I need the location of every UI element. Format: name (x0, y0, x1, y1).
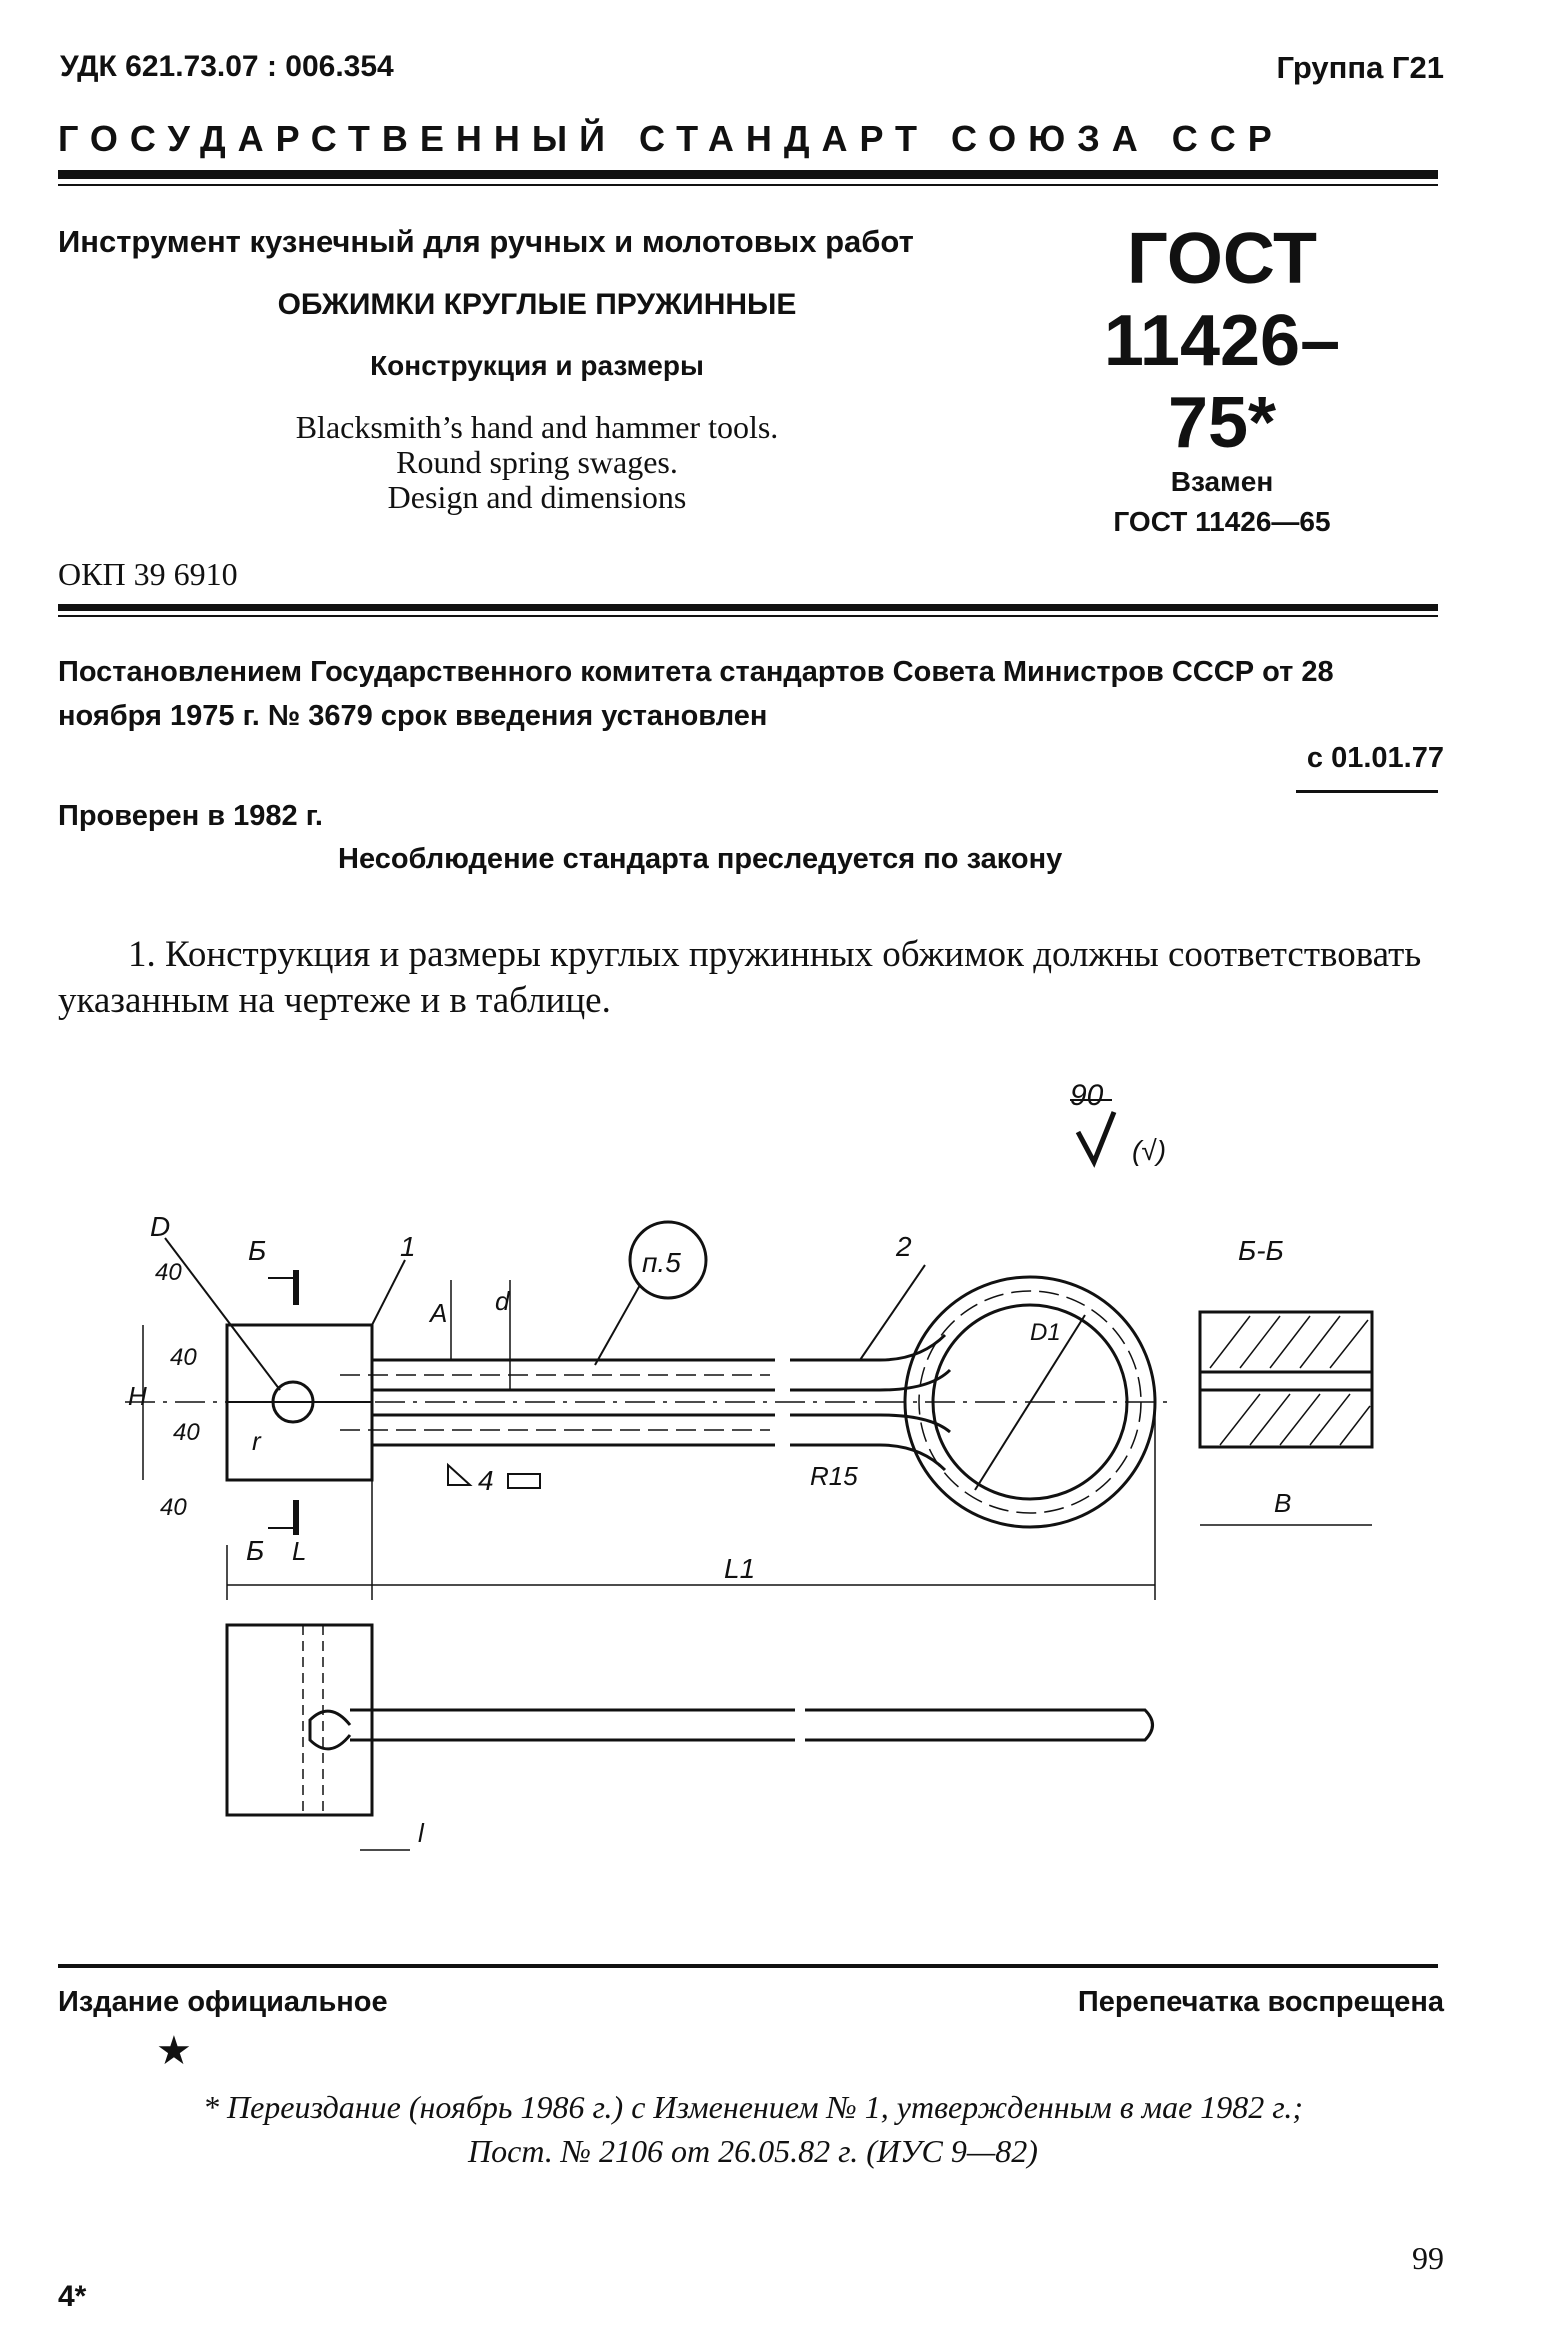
roughness-40-b: 40 (170, 1344, 197, 1371)
edition-note: Издание официальное (58, 1986, 388, 2018)
rectangle-icon (508, 1474, 540, 1488)
footnote (58, 2085, 1448, 2173)
roughness-90: 90 (1070, 1079, 1104, 1112)
label-D1: D1 (1030, 1319, 1061, 1346)
section-view (1200, 1312, 1372, 1447)
roughness-40-d: 40 (160, 1494, 187, 1521)
label-p5: п.5 (642, 1247, 681, 1278)
label-2: 2 (896, 1231, 912, 1262)
footer-rule (58, 1964, 1438, 1968)
roughness-check-icon (1078, 1112, 1114, 1162)
header-rule-thick (58, 170, 1438, 179)
english-title (58, 410, 1016, 515)
document-subtitle: Конструкция и размеры (370, 350, 704, 381)
reprint-note: Перепечатка воспрещена (1077, 1986, 1444, 2018)
label-l: l (418, 1818, 424, 1848)
triangle-icon (448, 1465, 470, 1485)
effective-date-underline (1296, 790, 1438, 793)
replaces-block (1052, 462, 1392, 542)
group-code: Группа Г21 (1276, 50, 1444, 85)
title-rule-thick (58, 604, 1438, 611)
side-view-rod (350, 1710, 1153, 1740)
spring-rod-upper (372, 1335, 950, 1390)
gost-designation (1052, 218, 1392, 464)
roughness-40-c: 40 (173, 1419, 200, 1446)
roughness-40-a: 40 (155, 1259, 182, 1286)
label-d: d (495, 1286, 510, 1316)
okp-code: ОКП 39 6910 (58, 556, 238, 592)
label-B-width: B (1274, 1488, 1292, 1518)
label-R15: R15 (810, 1461, 858, 1491)
label-H: H (128, 1381, 147, 1411)
page-mark: 4* (58, 2280, 87, 2313)
footnote-line-2: Пост. № 2106 от 26.05.82 г. (ИУС 9—82) (468, 2133, 1038, 2169)
decree-text: Постановлением Государственного комитета стандартов Совета Министров СССР от 28 ноября 1975 г. № 3679 срок введения установлен (58, 656, 1334, 732)
udc-code: УДК 621.73.07 : 006.354 (60, 50, 394, 83)
label-B-top: Б (248, 1235, 267, 1266)
replaces-number: ГОСТ 11426—65 (1113, 506, 1331, 537)
technical-drawing (0, 1060, 1568, 1960)
header-rule-thin (58, 184, 1438, 186)
label-section-BB: Б-Б (1238, 1235, 1284, 1266)
document-category: Инструмент кузнечный для ручных и молотовых работ (58, 224, 914, 259)
side-view-block (227, 1625, 372, 1815)
english-title-line-3: Design and dimensions (387, 479, 687, 515)
label-A: A (430, 1298, 448, 1328)
label-L: L (292, 1536, 307, 1566)
english-title-line-1: Blacksmith’s hand and hammer tools. (295, 409, 779, 445)
star-icon: ★ (156, 2029, 192, 2073)
effective-date: с 01.01.77 (1306, 742, 1444, 774)
replaces-label: Взамен (1170, 466, 1274, 497)
label-1: 1 (400, 1231, 416, 1262)
footnote-line-1: * Переиздание (ноябрь 1986 г.) с Изменением № 1, утвержденным в мае 1982 г.; (202, 2089, 1303, 2125)
checked-year: Проверен в 1982 г. (58, 800, 323, 832)
gost-label: ГОСТ (1126, 219, 1318, 299)
page-number: 99 (1412, 2240, 1444, 2276)
label-tolerance: 4 (478, 1465, 494, 1496)
state-standard-heading: ГОСУДАРСТВЕННЫЙ СТАНДАРТ СОЮЗА ССР (58, 118, 1284, 159)
title-rule-thin (58, 615, 1438, 617)
roughness-suffix: (√) (1132, 1135, 1167, 1166)
label-L1: L1 (724, 1553, 756, 1584)
document-title: ОБЖИМКИ КРУГЛЫЕ ПРУЖИННЫЕ (277, 288, 797, 321)
english-title-line-2: Round spring swages. (396, 444, 678, 480)
clause-1: 1. Конструкция и размеры круглых пружинных обжимок должны соответствовать указанным на чертеже и в таблице. (58, 934, 1422, 1021)
gost-number: 11426–75* (1103, 301, 1341, 463)
label-D: D (150, 1211, 171, 1242)
enforcement-note: Несоблюдение стандарта преследуется по закону (338, 843, 1063, 875)
label-r: r (252, 1426, 261, 1456)
label-B-bottom: Б (246, 1535, 265, 1566)
